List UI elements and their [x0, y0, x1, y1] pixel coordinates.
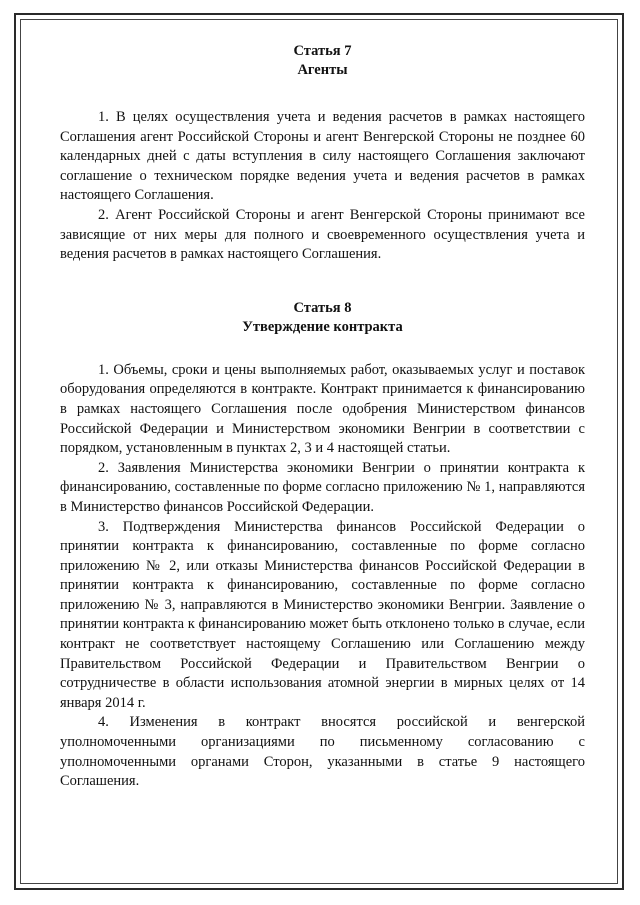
- article-8-paragraph-2: 2. Заявления Министерства экономики Венгрии о принятии контракта к финансированию, составленные по форме согласно приложению № 1, направляются в Министерство финансов Российской Федерации.: [60, 459, 585, 515]
- article-8-number: Статья 8: [293, 299, 352, 316]
- article-7-heading-block: [60, 42, 585, 80]
- article-7-number: Статья 7: [293, 43, 352, 59]
- article-8-title: Утверждение контракта: [242, 318, 403, 335]
- document-body: [60, 42, 585, 792]
- article-8-heading-block: [60, 299, 585, 337]
- article-7-title: Агенты: [297, 62, 348, 78]
- article-8-paragraph-4: 4. Изменения в контракт вносятся российской и венгерской уполномоченными организациями по письменному согласованию с уполномоченными органами Сторон, указанными в статье 9 настоящего Соглашения.: [60, 714, 585, 790]
- article-7: [60, 42, 585, 265]
- article-8-paragraph-1: 1. Объемы, сроки и цены выполняемых работ, оказываемых услуг и поставок оборудования определяются в контракте. Контракт принимается к финансированию в рамках настоящего Соглашения после одобрения Министерством финансов Российской Федерации и Министерством экономики Венгрии в соответствии с порядком, установленным в пунктах 2, 3 и 4 настоящей статьи.: [60, 361, 585, 457]
- article-8: [60, 299, 585, 792]
- article-7-paragraph-2: 2. Агент Российской Стороны и агент Венгерской Стороны принимают все зависящие от них меры для полного и своевременного осуществления учета и ведения расчетов в рамках настоящего Соглашения.: [60, 206, 585, 263]
- article-8-paragraph-3: 3. Подтверждения Министерства финансов Российской Федерации о принятии контракта к финансированию, составленные по форме согласно приложению № 2, или отказы Министерства финансов Российской Федерации в принятии контракта к финансированию, составленные по форме согласно приложению № 3, направляются в Министерство экономики Венгрии. Заявление о принятии контракта к финансированию может быть отклонено только в случае, если контракт не соответствует настоящему Соглашению или Соглашению между Правительством Российской Федерации и Правительством Венгрии о сотрудничестве в области использования атомной энергии в мирных целях от 14 января 2014 г.: [60, 518, 585, 711]
- article-7-paragraph-1: 1. В целях осуществления учета и ведения расчетов в рамках настоящего Соглашения агент Российской Стороны и агент Венгерской Стороны не позднее 60 календарных дней с даты вступления в силу настоящего Соглашения заключают соглашение о техническом порядке ведения учета и ведения расчетов в рамках настоящего Соглашения.: [60, 109, 585, 204]
